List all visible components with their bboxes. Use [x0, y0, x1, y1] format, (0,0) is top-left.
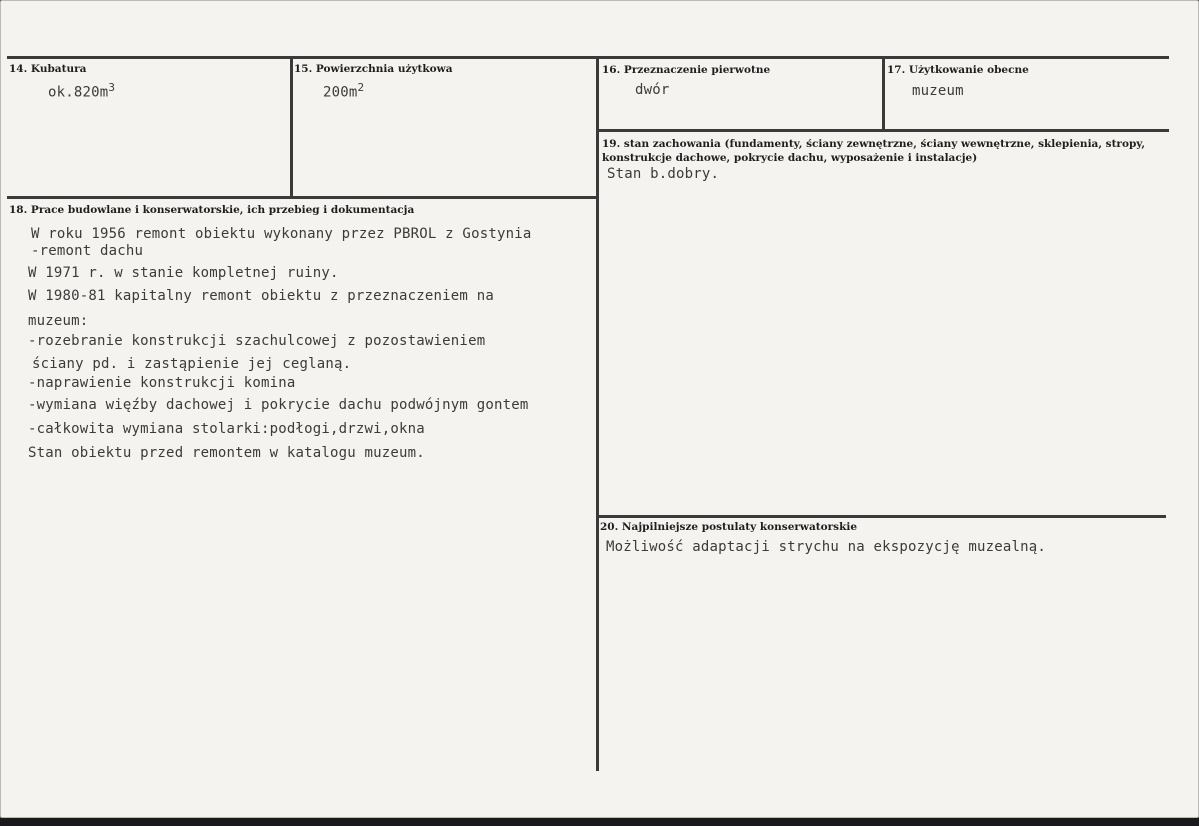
prace-line-3: W 1971 r. w stanie kompletnej ruiny.: [28, 265, 339, 281]
prace-line-5: muzeum:: [28, 313, 89, 329]
prace-line-10: -całkowita wymiana stolarki:podłogi,drzwi,okna: [28, 421, 425, 437]
stan-label: 19. stan zachowania (fundamenty, ściany zewnętrzne, ściany wewnętrzne, sklepienia, stropy, konstrukcje dachowe, pokrycie dachu, wyposażenie i instalacje): [602, 138, 1146, 164]
postulaty-value: Możliwość adaptacji strychu na ekspozycję muzealną.: [606, 539, 1047, 555]
divider-16-17: [882, 56, 885, 130]
powierzchnia-label: 15. Powierzchnia użytkowa: [294, 63, 453, 75]
prace-line-9: -wymiana więźby dachowej i pokrycie dachu podwójnym gontem: [28, 397, 529, 413]
przeznaczenie-label: 16. Przeznaczenie pierwotne: [602, 64, 771, 76]
prace-label: 18. Prace budowlane i konserwatorskie, ich przebieg i dokumentacja: [9, 204, 415, 216]
kubatura-label: 14. Kubatura: [9, 63, 87, 75]
top-rule: [7, 56, 1169, 59]
kubatura-exponent: 3: [108, 81, 116, 94]
scan-border: [0, 818, 1199, 826]
prace-line-4: W 1980-81 kapitalny remont obiektu z przeznaczeniem na: [28, 288, 494, 304]
prace-line-1: W roku 1956 remont obiektu wykonany przez PBROL z Gostynia: [31, 226, 532, 242]
przeznaczenie-value: dwór: [635, 82, 670, 98]
prace-line-2: -remont dachu: [31, 243, 144, 259]
rule-above-20: [598, 515, 1166, 518]
rule-under-14-15: [7, 196, 599, 199]
rule-under-16-17: [598, 129, 1169, 132]
kubatura-number: ok.820m: [48, 84, 109, 101]
stan-value: Stan b.dobry.: [607, 166, 720, 182]
powierzchnia-exponent: 2: [357, 81, 365, 94]
uzytkowanie-label: 17. Użytkowanie obecne: [887, 64, 1029, 76]
powierzchnia-value: [323, 81, 364, 101]
prace-line-8: -naprawienie konstrukcji komina: [28, 375, 296, 391]
kubatura-value: [48, 81, 115, 101]
powierzchnia-number: 200m: [323, 84, 358, 101]
prace-line-11: Stan obiektu przed remontem w katalogu muzeum.: [28, 445, 425, 461]
postulaty-label: 20. Najpilniejsze postulaty konserwatorskie: [600, 521, 858, 533]
divider-14-15: [290, 56, 293, 198]
prace-line-6: -rozebranie konstrukcji szachulcowej z pozostawieniem: [28, 333, 486, 349]
prace-line-7: ściany pd. i zastąpienie jej ceglaną.: [32, 356, 352, 372]
uzytkowanie-value: muzeum: [912, 83, 964, 99]
divider-15-16: [596, 56, 599, 771]
